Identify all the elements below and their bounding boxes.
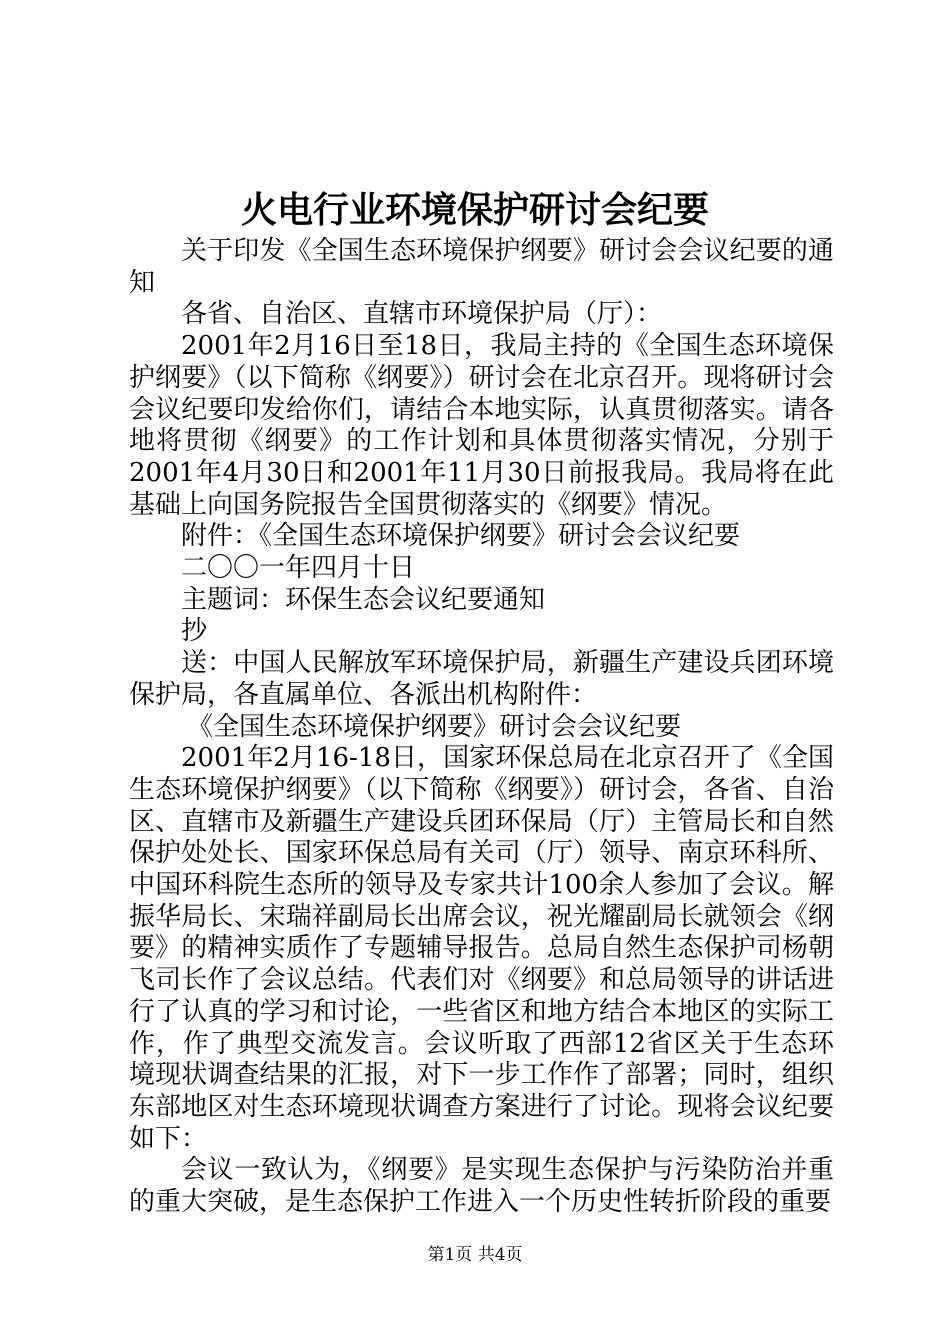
- paragraph-conclusion: 会议一致认为，《纲要》是实现生态保护与污染防治并重的重大突破，是生态保护工作进入一个历史性转折阶段的重要: [129, 1155, 834, 1218]
- paragraph-attachment: 附件：《全国生态环境保护纲要》研讨会会议纪要: [181, 521, 741, 552]
- paragraph-minutes-title: 《全国生态环境保护纲要》研讨会会议纪要: [187, 711, 682, 742]
- paragraph-cc-label: 抄: [181, 616, 208, 647]
- paragraph-cc-list: 送：中国人民解放军环境保护局，新疆生产建设兵团环境保护局，各直属单位、各派出机构附件：: [129, 648, 834, 710]
- paragraph-minutes-body: 2001年2月16-18日，国家环保总局在北京召开了《全国生态环境保护纲要》（以下简称《纲要》）研讨会，各省、自治区、直辖市及新疆生产建设兵团环保局（厅）主管局长和自然保护处处长、国家环保总局有关司（厅）领导、南京环科所、中国环科院生态所的领导及专家共计100余人参加了会议。解振华局长、宋瑞祥副局长出席会议，祝光耀副局长就领会《纲要》的精神实质作了专题辅导报告。总局自然生态保护司杨朝飞司长作了会议总结。代表们对《纲要》和总局领导的讲话进行了认真的学习和讨论，一些省区和地方结合本地区的实际工作，作了典型交流发言。会议听取了西部12省区关于生态环境现状调查结果的汇报，对下一步工作作了部署；同时，组织东部地区对生态环境现状调查方案进行了讨论。现将会议纪要如下：: [129, 743, 834, 1154]
- document-title: 火电行业环境保护研讨会纪要: [240, 189, 709, 231]
- paragraph-notice-body: 2001年2月16日至18日，我局主持的《全国生态环境保护纲要》（以下简称《纲要》）研讨会在北京召开。现将研讨会会议纪要印发给你们，请结合本地实际，认真贯彻落实。请各地将贯彻《纲要》的工作计划和具体贯彻落实情况，分别于2001年4月30日和2001年11月30日前报我局。我局将在此基础上向国务院报告全国贯彻落实的《纲要》情况。: [129, 331, 834, 520]
- paragraph-date: 二〇〇一年四月十日: [181, 553, 416, 584]
- paragraph-addressee: 各省、自治区、直辖市环境保护局（厅）：: [181, 299, 663, 330]
- document-body: [129, 236, 834, 1219]
- paragraph-notice-heading: 关于印发《全国生态环境保护纲要》研讨会会议纪要的通知: [129, 236, 834, 298]
- page-footer: 第1页 共4页: [427, 1245, 523, 1265]
- paragraph-keywords: 主题词：环保生态会议纪要通知: [181, 584, 546, 615]
